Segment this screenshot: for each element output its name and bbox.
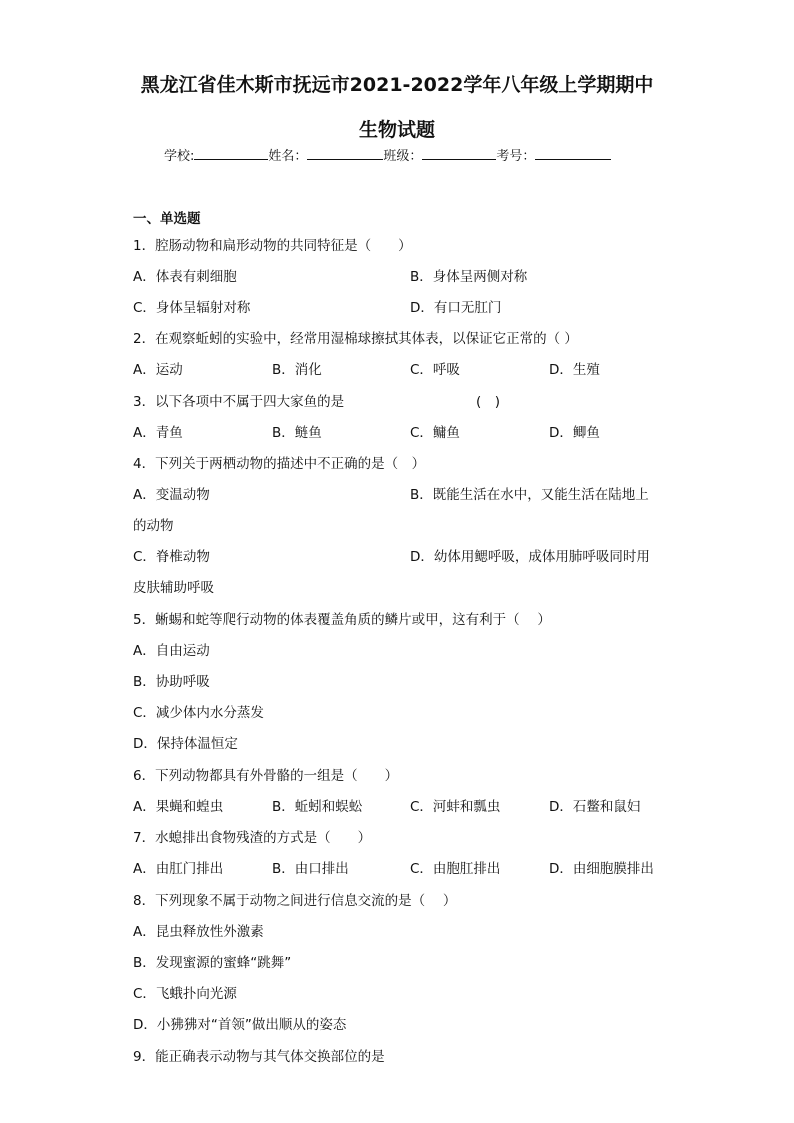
question-2-option-b: B．消化 bbox=[272, 362, 322, 378]
question-7-option-d: D．由细胞膜排出 bbox=[549, 861, 654, 877]
question-2-option-c: C．呼吸 bbox=[410, 362, 460, 378]
question-1-option-a: A．体表有刺细胞 bbox=[133, 269, 237, 285]
section-heading: 一、单选题 bbox=[133, 211, 201, 227]
school-blank bbox=[194, 147, 268, 160]
exam-title-line2: 生物试题 bbox=[358, 119, 435, 141]
question-4-option-d: D．幼体用鳃呼吸，成体用肺呼吸同时用 bbox=[410, 549, 650, 565]
question-3-paren: ( ) bbox=[476, 394, 501, 410]
question-9-stem: 9．能正确表示动物与其气体交换部位的是 bbox=[133, 1049, 385, 1065]
question-1-option-d: D．有口无肛门 bbox=[410, 300, 502, 316]
question-3-option-d: D．鲫鱼 bbox=[549, 425, 600, 441]
question-7-stem: 7．水螅排出食物残渣的方式是（ ） bbox=[133, 830, 372, 846]
question-6-option-a: A．果蝇和蝗虫 bbox=[133, 799, 224, 815]
question-2-stem: 2．在观察蚯蚓的实验中，经常用湿棉球擦拭其体表，以保证它正常的（ ） bbox=[133, 331, 578, 347]
question-1-stem: 1．腔肠动物和扁形动物的共同特征是（ ） bbox=[133, 238, 412, 254]
question-4-option-d-cont: 皮肤辅助呼吸 bbox=[133, 580, 214, 596]
question-6-option-d: D．石鳖和鼠妇 bbox=[549, 799, 641, 815]
name-label: 姓名： bbox=[268, 149, 308, 164]
number-label: 考号： bbox=[496, 149, 536, 164]
exam-title-line1: 黑龙江省佳木斯市抚远市2021-2022学年八年级上学期期中 bbox=[140, 74, 654, 96]
name-blank bbox=[307, 147, 383, 160]
question-3-option-c: C．鳙鱼 bbox=[410, 425, 460, 441]
question-5-option-a: A．自由运动 bbox=[133, 643, 210, 659]
question-8-option-c: C．飞蛾扑向光源 bbox=[133, 986, 237, 1002]
question-3-stem: 3．以下各项中不属于四大家鱼的是 bbox=[133, 394, 345, 410]
question-7-option-b: B．由口排出 bbox=[272, 861, 349, 877]
question-4-option-c: C．脊椎动物 bbox=[133, 549, 210, 565]
school-label: 学校: bbox=[164, 149, 195, 164]
number-blank bbox=[535, 147, 611, 160]
question-6-option-b: B．蚯蚓和蜈蚣 bbox=[272, 799, 363, 815]
question-2-option-d: D．生殖 bbox=[549, 362, 600, 378]
question-5-option-c: C．减少体内水分蒸发 bbox=[133, 705, 264, 721]
question-4-option-b-cont: 的动物 bbox=[133, 518, 174, 534]
question-6-option-c: C．河蚌和瓢虫 bbox=[410, 799, 501, 815]
question-4-option-b: B．既能生活在水中，又能生活在陆地上 bbox=[410, 487, 649, 503]
question-8-stem: 8．下列现象不属于动物之间进行信息交流的是（ ） bbox=[133, 893, 457, 909]
question-6-stem: 6．下列动物都具有外骨骼的一组是（ ） bbox=[133, 768, 399, 784]
student-info-line bbox=[164, 145, 611, 164]
question-8-option-a: A．昆虫释放性外激素 bbox=[133, 924, 264, 940]
question-1-option-b: B．身体呈两侧对称 bbox=[410, 269, 528, 285]
class-label: 班级： bbox=[383, 149, 423, 164]
question-7-option-c: C．由胞肛排出 bbox=[410, 861, 501, 877]
class-blank bbox=[422, 147, 496, 160]
question-3-option-b: B．鲢鱼 bbox=[272, 425, 322, 441]
question-4-option-a: A．变温动物 bbox=[133, 487, 210, 503]
question-5-option-b: B．协助呼吸 bbox=[133, 674, 210, 690]
question-8-option-b: B．发现蜜源的蜜蜂“跳舞” bbox=[133, 955, 292, 971]
question-5-option-d: D．保持体温恒定 bbox=[133, 736, 238, 752]
question-5-stem: 5．蜥蜴和蛇等爬行动物的体表覆盖角质的鳞片或甲，这有利于（ ） bbox=[133, 612, 551, 628]
question-4-stem: 4．下列关于两栖动物的描述中不正确的是（ ） bbox=[133, 456, 426, 472]
question-7-option-a: A．由肛门排出 bbox=[133, 861, 224, 877]
question-8-option-d: D．小狒狒对“首领”做出顺从的姿态 bbox=[133, 1017, 347, 1033]
question-1-option-c: C．身体呈辐射对称 bbox=[133, 300, 251, 316]
question-3-option-a: A．青鱼 bbox=[133, 425, 183, 441]
question-2-option-a: A．运动 bbox=[133, 362, 183, 378]
